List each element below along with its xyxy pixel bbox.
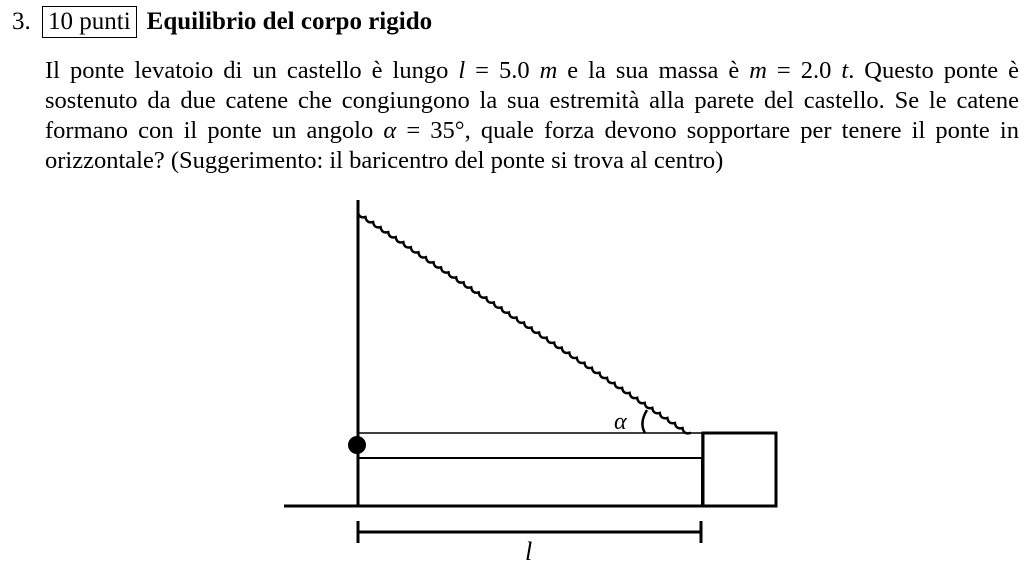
math-symbol: t bbox=[841, 57, 849, 84]
text-segment: = 2.0 bbox=[766, 57, 842, 84]
points-box: 10 punti bbox=[42, 6, 137, 38]
angle-arc bbox=[642, 410, 647, 433]
hinge-pin bbox=[348, 436, 366, 454]
problem-title: Equilibrio del corpo rigido bbox=[146, 8, 433, 35]
text-segment: . Questo ponte è sostenuto da due catene che congiungono la sua estremità alla parete del castello. Se le catene formano con il ponte un angolo bbox=[45, 57, 1020, 144]
support-block bbox=[703, 433, 776, 506]
text-segment: e la sua massa è bbox=[557, 57, 750, 84]
drawbridge bbox=[358, 433, 702, 458]
angle-label: α bbox=[614, 409, 627, 435]
text-segment: = 5.0 bbox=[465, 57, 540, 84]
length-label: l bbox=[525, 537, 533, 566]
math-symbol: α bbox=[383, 117, 397, 144]
chain bbox=[358, 212, 690, 433]
problem-number: 3. bbox=[12, 8, 31, 35]
math-symbol: l bbox=[458, 57, 466, 84]
text-segment: Il ponte levatoio di un castello è lungo bbox=[45, 57, 459, 84]
math-symbol: m bbox=[749, 57, 767, 84]
castle-base bbox=[358, 458, 702, 506]
text-segment: = 35°, quale forza devono sopportare per tenere il ponte in orizzontale? (Suggerimento: il baricentro del ponte si trova al centro) bbox=[45, 117, 1019, 174]
math-symbol: m bbox=[539, 57, 558, 84]
